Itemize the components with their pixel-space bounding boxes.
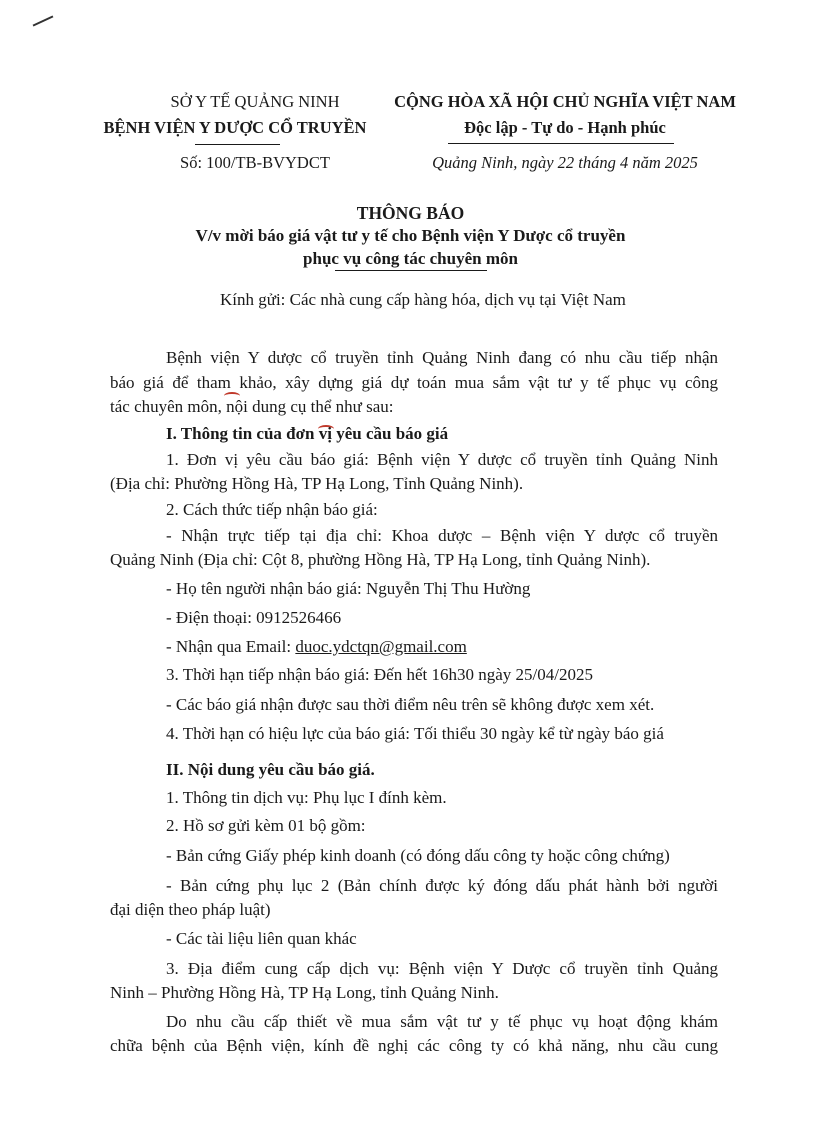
- document-number: Số: 100/TB-BVYDCT: [180, 153, 330, 172]
- quote-deadline: 3. Thời hạn tiếp nhận báo giá: Đến hết 16h30 ngày 25/04/2025: [166, 665, 593, 684]
- closing-line-1: Do nhu cầu cấp thiết về mua sắm vật tư y tế phục vụ hoạt động khám: [166, 1012, 718, 1031]
- section-1-item-3-line-1: - Nhận trực tiếp tại địa chỉ: Khoa dược – Bệnh viện Y dược cổ truyền: [166, 526, 718, 545]
- section-1-item-2: 2. Cách thức tiếp nhận báo giá:: [166, 500, 378, 519]
- intro-line-2: báo giá để tham khảo, xây dựng giá dự toán mua sắm vật tư y tế phục vụ công: [110, 373, 718, 392]
- title-underline: [335, 270, 487, 271]
- quote-validity: 4. Thời hạn có hiệu lực của báo giá: Tối thiểu 30 ngày kể từ ngày báo giá: [166, 724, 664, 743]
- section-1-item-1-line-2: (Địa chỉ: Phường Hồng Hà, TP Hạ Long, Tỉnh Quảng Ninh).: [110, 474, 524, 493]
- agency-name: SỞ Y TẾ QUẢNG NINH: [170, 92, 340, 111]
- section-2-item-3-line-2: Ninh – Phường Hồng Hà, TP Hạ Long, tỉnh Quảng Ninh.: [110, 983, 499, 1002]
- header-right-underline: [448, 143, 674, 144]
- section-1-heading: I. Thông tin của đơn vị yêu cầu báo giá: [166, 424, 449, 443]
- header-left-underline: [195, 144, 280, 145]
- section-2-doc-other: - Các tài liệu liên quan khác: [166, 929, 357, 948]
- section-2-item-1: 1. Thông tin dịch vụ: Phụ lục I đính kèm.: [166, 788, 447, 807]
- closing-line-2: chữa bệnh của Bệnh viện, kính đề nghị các công ty có khả năng, nhu cầu cung: [110, 1036, 718, 1055]
- section-2-item-2: 2. Hồ sơ gửi kèm 01 bộ gồm:: [166, 816, 366, 835]
- section-2-doc-appendix-line-2: đại diện theo pháp luật): [110, 900, 271, 919]
- section-1-item-3-line-2: Quảng Ninh (Địa chỉ: Cột 8, phường Hồng Hà, TP Hạ Long, tỉnh Quảng Ninh).: [110, 550, 651, 569]
- recipient-phone: - Điện thoại: 0912526466: [166, 608, 342, 627]
- document-subject-line2: phục vụ công tác chuyên môn: [303, 249, 518, 268]
- section-2-heading: II. Nội dung yêu cầu báo giá.: [166, 760, 375, 779]
- document-subject-line1: V/v mời báo giá vật tư y tế cho Bệnh viện Y Dược cổ truyền: [195, 226, 626, 245]
- document-date: Quảng Ninh, ngày 22 tháng 4 năm 2025: [432, 153, 698, 172]
- national-title: CỘNG HÒA XÃ HỘI CHỦ NGHĨA VIỆT NAM: [394, 92, 736, 111]
- intro-line-3: tác chuyên môn, nội dung cụ thể như sau:: [110, 397, 394, 416]
- document-title: THÔNG BÁO: [356, 203, 465, 223]
- email-link[interactable]: duoc.ydctqn@gmail.com: [295, 637, 467, 656]
- recipient-contact-name: - Họ tên người nhận báo giá: Nguyễn Thị Thu Hường: [166, 579, 531, 598]
- section-2-doc-appendix-line-1: - Bản cứng phụ lục 2 (Bản chính được ký đóng dấu phát hành bởi người: [166, 876, 718, 895]
- late-quote-note: - Các báo giá nhận được sau thời điểm nêu trên sẽ không được xem xét.: [166, 695, 655, 714]
- section-2-doc-license: - Bản cứng Giấy phép kinh doanh (có đóng dấu công ty hoặc công chứng): [166, 846, 670, 865]
- section-1-item-1-line-1: 1. Đơn vị yêu cầu báo giá: Bệnh viện Y dược cổ truyền tỉnh Quảng Ninh: [166, 450, 718, 469]
- scan-mark: [33, 15, 54, 26]
- intro-line-1: Bệnh viện Y dược cổ truyền tỉnh Quảng Ninh đang có nhu cầu tiếp nhận: [166, 348, 718, 367]
- recipient-line: Kính gửi: Các nhà cung cấp hàng hóa, dịch vụ tại Việt Nam: [220, 290, 626, 309]
- hospital-name: BỆNH VIỆN Y DƯỢC CỔ TRUYỀN: [103, 118, 367, 137]
- national-motto: Độc lập - Tự do - Hạnh phúc: [464, 118, 666, 137]
- email-label: - Nhận qua Email:: [166, 637, 296, 656]
- section-2-item-3-line-1: 3. Địa điểm cung cấp dịch vụ: Bệnh viện Y Dược cổ truyền tỉnh Quảng: [166, 959, 718, 978]
- recipient-email-line: [166, 637, 467, 657]
